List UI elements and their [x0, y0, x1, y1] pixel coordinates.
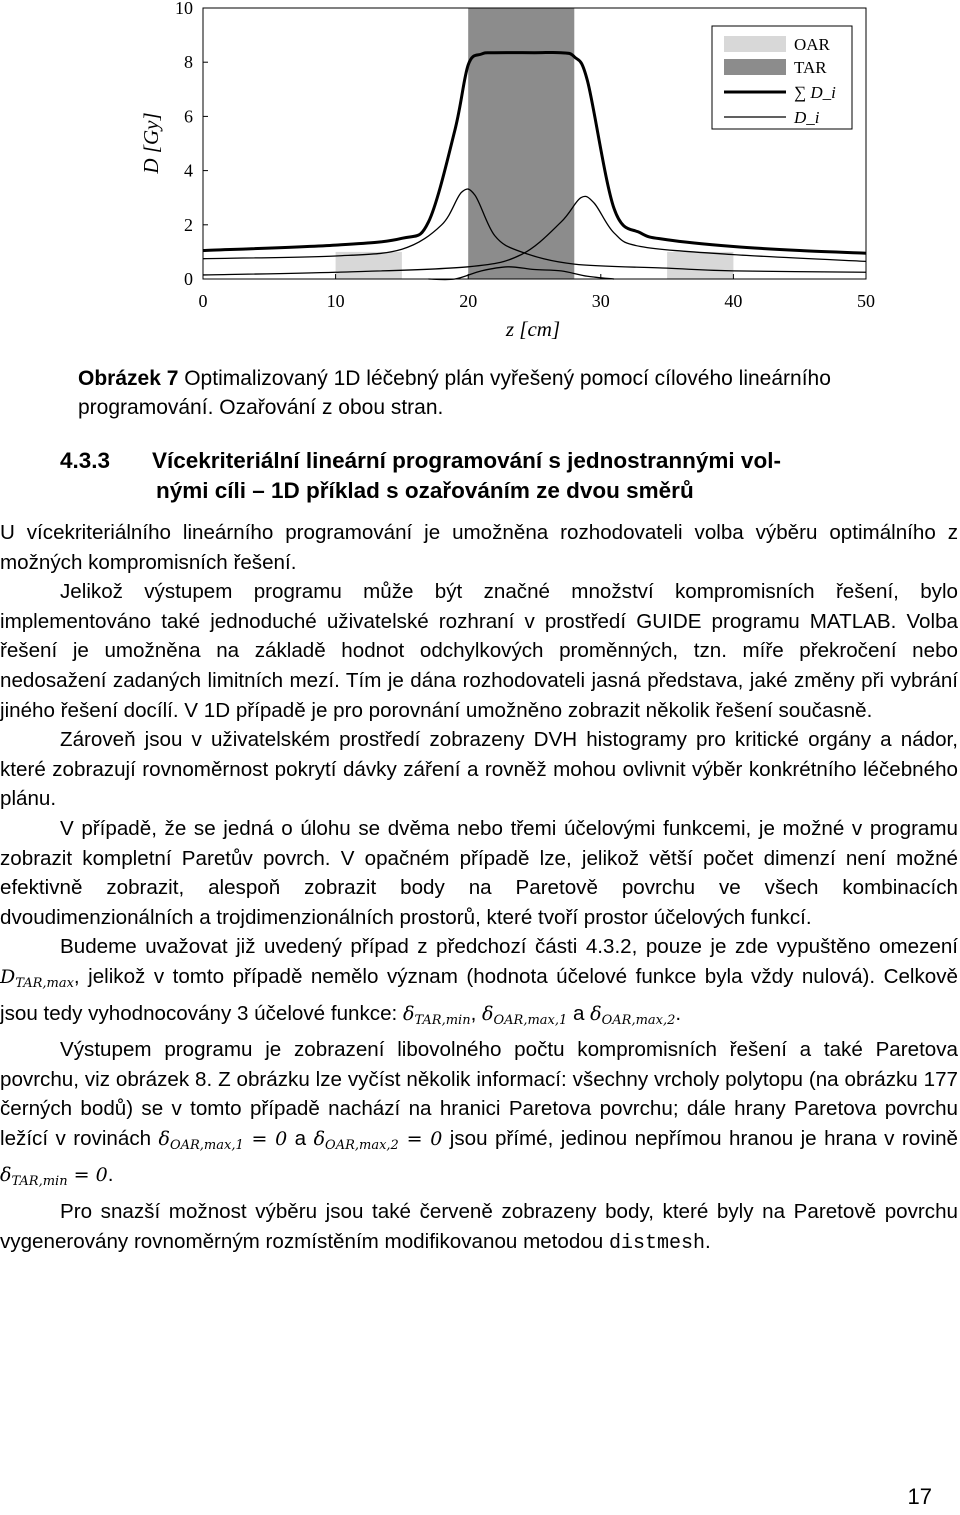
section-number: 4.3.3 [60, 448, 111, 473]
math-D-tar-max: $D_{TAR,max}$ [0, 965, 74, 991]
paragraph: V případě, že se jedná o úlohu se dvěma nebo třemi účelovými funkcemi, je možné v programu zobrazit kompletní Paretův povrch. V opačném případě lze, jelikož větší počet dimenzí není možné efektivně zobrazit, alespoň zobrazit body na Paretově povrchu ve všech kombinacích dvoudimenzionálních a trojdimenzionálních prostorů, které tvoří prostor účelových funkcí. [0, 816, 958, 929]
legend-label: D_i [794, 108, 820, 127]
math-delta-oar-max2-eq: $\delta_{OAR,max,2} = 0$ [313, 1127, 443, 1153]
text-run: Pro snazší možnost výběru jsou také červeně zobrazeny body, které byly na Paretově povrchu vygenerovány rovnoměrným rozmístěním modifikovanou metodou [0, 1200, 958, 1253]
paragraph: Zároveň jsou v uživatelském prostředí zobrazeny DVH histogramy pro kritické orgány a nádor, které zobrazují rovnoměrnost pokrytí dávky záření a rovněž mohou ovlivnit výběr konkrétního léčebného plánu. [0, 728, 958, 811]
x-tick-label: 20 [459, 291, 478, 311]
x-axis-label: z [cm] [505, 317, 561, 341]
y-tick-label: 6 [184, 106, 193, 127]
region-oar [667, 252, 733, 279]
paragraph [0, 1197, 958, 1258]
text-run: jsou přímé, jedinou nepřímou hranou je hrana v rovině [442, 1126, 958, 1150]
text-run: a [567, 1001, 591, 1025]
section-title-line1: Vícekriteriální lineární programování s jednostrannými vol- [152, 448, 781, 473]
section-title-line2: nými cíli – 1D příklad s ozařováním ze dvou směrů [156, 478, 694, 503]
y-tick-label: 2 [184, 214, 193, 235]
text-run: , jelikož v tomto případě nemělo význam (hodnota účelové funkce byla vždy nulová). Celkově jsou tedy vyhodnocovány 3 účelové funkce: [0, 964, 958, 1025]
text-run: Výstupem programu je zobrazení libovolného počtu kompromisních řešení a také Paretova povrchu, viz obrázek 8. Z obrázku lze vyčíst několik informací: všechny vrcholy polytopu (na obrázku 177 černých bodů) se v tomto případě nachází na hranici Paretova povrchu; dále hrany Paretova povrchu ležící v rovinách [0, 1038, 958, 1150]
math-delta-oar-max1-eq: $\delta_{OAR,max,1} = 0$ [158, 1127, 288, 1153]
x-tick-label: 50 [857, 291, 875, 311]
code-distmesh: distmesh [608, 1231, 705, 1255]
body-text [0, 518, 958, 1258]
math-delta-tar-min: $\delta_{TAR,min}$ [402, 1002, 471, 1028]
legend-label: TAR [794, 58, 827, 77]
x-tick-label: 30 [591, 291, 610, 311]
caption-label: Obrázek 7 [78, 367, 179, 390]
y-axis-label: D [Gy] [139, 112, 163, 174]
paragraph: U vícekriteriálního lineárního programování je umožněna rozhodovateli volba výběru optimálního z možných kompromisních řešení. [0, 521, 958, 574]
legend-swatch [724, 59, 786, 75]
x-tick-label: 0 [198, 291, 208, 311]
paragraph: Budeme uvažovat již uvedený případ z předchozí části 4.3.2, pouze je zde vypuštěno omezení $D_{TAR,max}$, jelikož v tomto případě nemělo význam (hodnota účelové funkce byla vždy nulová). Celkově jsou tedy vyhodnocovány 3 účelové funkce: $\delta_{TAR,min}$, $\delta_{OAR,max,1}$ a $\delta_{OAR,max,2}$. [0, 935, 958, 1028]
paragraph: Výstupem programu je zobrazení libovolného počtu kompromisních řešení a také Paretova povrchu, viz obrázek 8. Z obrázku lze vyčíst několik informací: všechny vrcholy polytopu (na obrázku 177 černých bodů) se v tomto případě nachází na hranici Paretova povrchu; dále hrany Paretova povrchu ležící v rovinách $\delta_{OAR,max,1} = 0$ a $\delta_{OAR,max,2} = 0$ jsou přímé, jedinou nepřímou hranou je hrana v rovině $\delta_{TAR,min} = 0$. [0, 1038, 958, 1190]
dose-profile-chart [120, 0, 900, 345]
caption-text: Optimalizovaný 1D léčebný plán vyřešený pomocí cílového lineárního programování. Ozařování z obou stran. [78, 367, 831, 419]
region-tar [468, 8, 574, 279]
y-tick-label: 4 [184, 160, 193, 181]
paragraph: Jelikož výstupem programu může být značné množství kompromisních řešení, bylo implementováno také jednoduché uživatelské rozhraní v prostředí GUIDE programu MATLAB. Volba řešení je umožněna na základě hodnot odchylkových proměnných, tzn. míře překročení nebo nedosažení zadaných limitních mezí. Tím je dána rozhodovateli jasná představa, jaké změny při vybrání jiného řešení docílí. V 1D případě je pro porovnání umožněno zobrazit několik řešení současně. [0, 580, 958, 722]
x-tick-label: 10 [326, 291, 345, 311]
page-number: 17 [907, 1484, 932, 1509]
legend-label: OAR [794, 35, 830, 54]
x-tick-label: 40 [724, 291, 743, 311]
text-run: a [287, 1126, 314, 1150]
legend-swatch [724, 36, 786, 52]
math-delta-tar-min-eq: $\delta_{TAR,min} = 0$ [0, 1164, 108, 1190]
y-tick-label: 0 [184, 269, 193, 289]
figure-caption [78, 364, 898, 422]
legend-label: ∑ D_i [794, 83, 836, 102]
section-heading [60, 446, 930, 506]
y-tick-label: 8 [184, 52, 193, 73]
y-tick-label: 10 [175, 0, 193, 18]
text-run: Budeme uvažovat již uvedený případ z předchozí části 4.3.2, pouze je zde vypuštěno omezení [60, 935, 958, 959]
math-delta-oar-max2: $\delta_{OAR,max,2}$ [590, 1002, 676, 1028]
chart-legend [712, 26, 852, 129]
text-run: . [704, 1229, 711, 1253]
math-delta-oar-max1: $\delta_{OAR,max,1}$ [482, 1002, 568, 1028]
